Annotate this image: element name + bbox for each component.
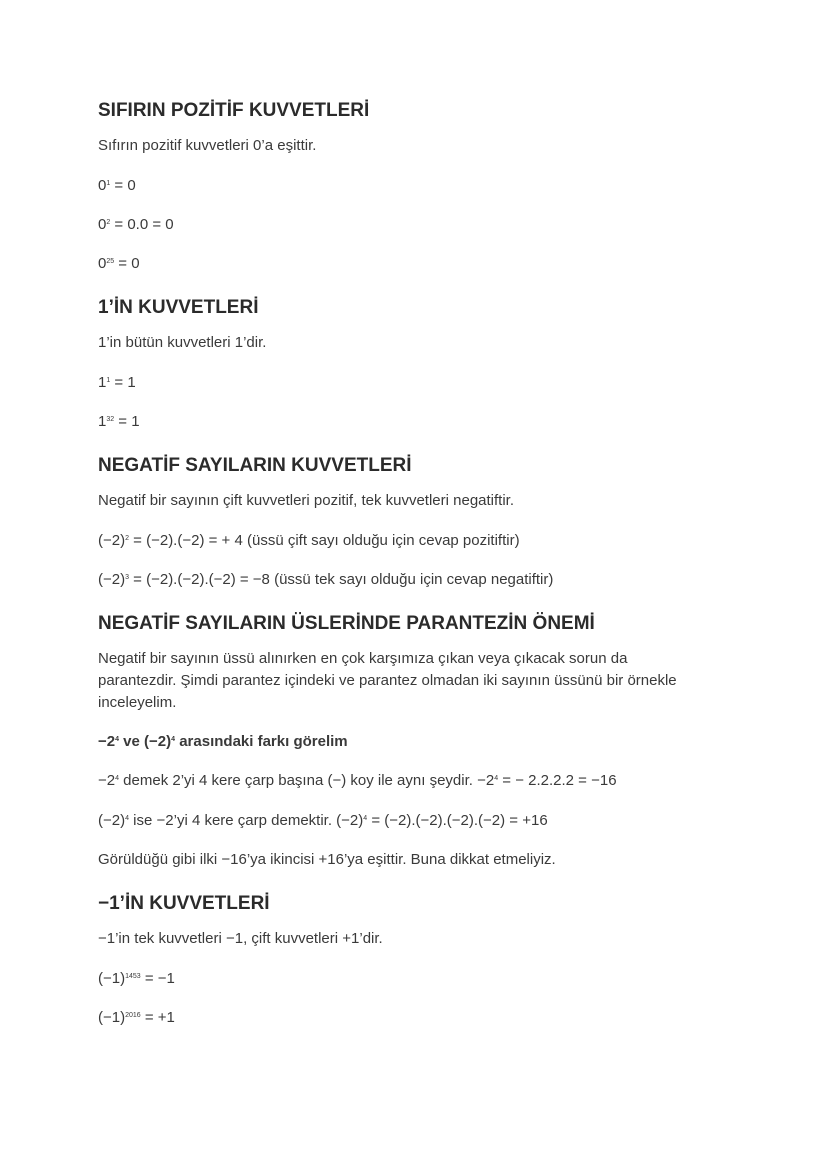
exponent: 2016 [125,1012,141,1019]
result: = (−2).(−2).(−2).(−2) = +16 [367,812,548,829]
exponent: 2 [106,219,111,226]
result: = 0 [110,177,136,194]
result: = −1 [140,970,175,987]
exponent: 4 [125,815,129,822]
section-title-minus-one-powers: −1’İN KUVVETLERİ [98,893,270,914]
zero-powers-rule: Sıfırın pozitif kuvvetleri 0’a eşittir. [98,137,317,154]
one-powers-rule: 1’in bütün kuvvetleri 1’dir. [98,334,267,351]
exponent: 32 [106,416,115,423]
exponent: 4 [171,736,176,743]
exponent: 4 [115,736,120,743]
one-powers-example-2 [98,411,140,433]
subtitle-end: arasındaki farkı görelim [175,733,348,750]
parenthesis-intro-paragraph: Negatif bir sayının üssü alınırken en çok karşımıza çıkan veya çıkacak sorun da parantezdir. Şimdi parantez içindeki ve parantez olmadan iki sayının üssünü bir örnekle inceleyelim. [98,650,677,711]
section-title-one-powers: 1’İN KUVVETLERİ [98,297,259,318]
result: = − 2.2.2.2 = −16 [498,772,617,789]
base: (−2) [98,571,126,588]
negative-powers-example-2 [98,569,553,591]
base: 0 [98,216,107,233]
zero-powers-example-1 [98,175,136,197]
exponent: 4 [363,815,368,822]
base: (−1) [98,1009,126,1026]
exponent: 4 [494,775,499,782]
result: = 0.0 = 0 [110,216,174,233]
base: 0 [98,255,107,272]
exponent: 3 [125,574,129,581]
one-powers-example-1 [98,372,136,394]
minus-one-powers-example-2 [98,1007,175,1029]
exponent: 1 [106,377,111,384]
comparison-line-1 [98,770,617,792]
base: (−2) [98,532,126,549]
explanation: demek 2’yi 4 kere çarp başına (−) koy ile aynı şeydir. −2 [119,772,495,789]
expr: −2 [98,772,116,789]
comparison-subtitle [98,731,348,753]
result: = 1 [110,374,136,391]
expr-a: −2 [98,733,116,750]
comparison-conclusion: Görüldüğü gibi ilki −16’ya ikincisi +16’ya eşittir. Buna dikkat etmeliyiz. [98,851,556,868]
explanation: ise −2’yi 4 kere çarp demektir. (−2) [129,812,364,829]
section-title-parenthesis-importance: NEGATİF SAYILARIN ÜSLERİNDE PARANTEZİN ÖNEMİ [98,613,595,634]
minus-one-powers-example-1 [98,968,175,990]
base: 1 [98,413,107,430]
negative-powers-rule: Negatif bir sayının çift kuvvetleri pozitif, tek kuvvetleri negatiftir. [98,492,515,509]
section-title-negative-powers: NEGATİF SAYILARIN KUVVETLERİ [98,455,412,476]
minus-one-powers-rule: −1’in tek kuvvetleri −1, çift kuvvetleri +1’dir. [98,930,383,947]
section-title-zero-powers: SIFIRIN POZİTİF KUVVETLERİ [98,100,370,121]
zero-powers-example-2 [98,214,174,236]
exponent: 1 [106,180,111,187]
zero-powers-example-3 [98,253,140,275]
exponent: 4 [115,775,120,782]
comparison-line-2 [98,810,548,832]
base: 0 [98,177,107,194]
result: = 0 [114,255,140,272]
base: 1 [98,374,107,391]
result: = (−2).(−2) = + 4 (üssü çift sayı olduğu için cevap pozitiftir) [129,532,520,549]
exponent: 25 [106,258,115,265]
exponent: 1453 [125,973,141,980]
expr-b: ve (−2) [119,733,172,750]
result: = +1 [140,1009,175,1026]
negative-powers-example-1 [98,530,520,552]
result: = (−2).(−2).(−2) = −8 (üssü tek sayı olduğu için cevap negatiftir) [129,571,554,588]
result: = 1 [114,413,140,430]
base: (−1) [98,970,126,987]
expr: (−2) [98,812,126,829]
exponent: 2 [125,535,129,542]
